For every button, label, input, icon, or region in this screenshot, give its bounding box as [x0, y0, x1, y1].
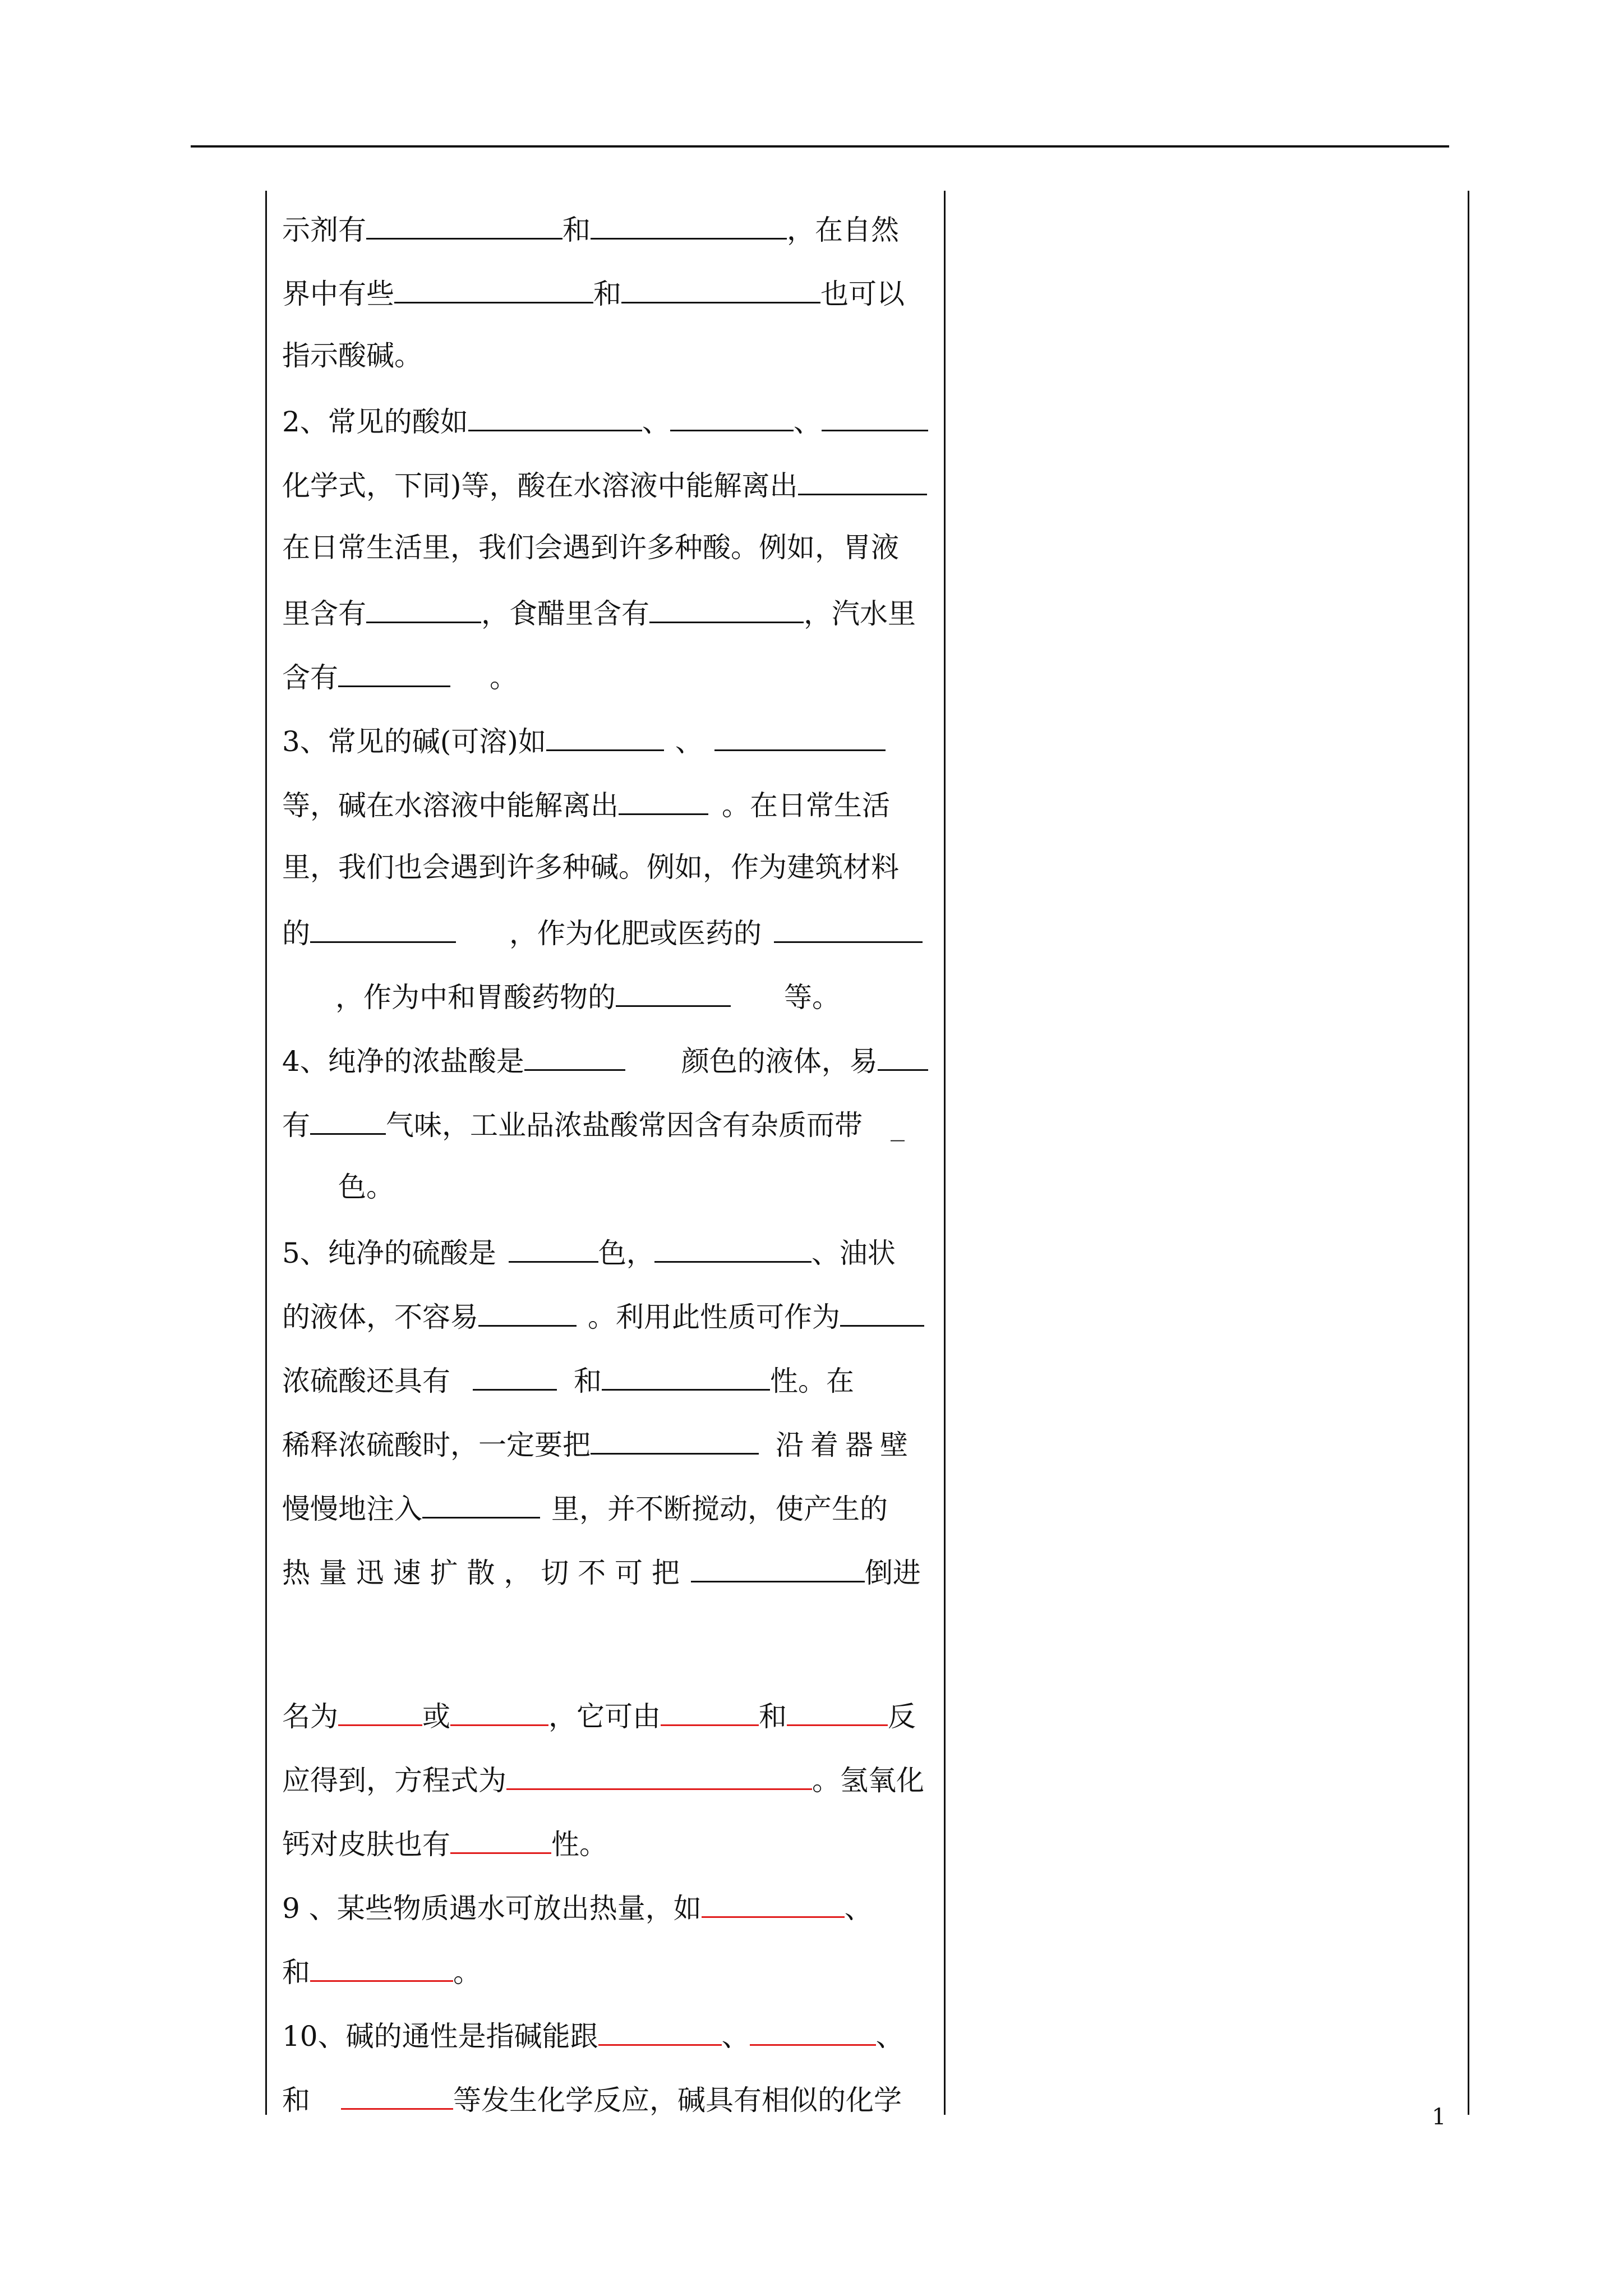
text-segment: 化学式，下同)等，酸在水溶液中能解离出 — [282, 470, 798, 502]
text-line — [338, 1170, 394, 1204]
text-segment: 里，并不断搅动，使产生的 — [551, 1493, 888, 1525]
answer-blank[interactable] — [649, 595, 804, 623]
text-segment: 界中有些 — [282, 278, 394, 310]
text-segment: ，在自然 — [787, 214, 899, 246]
text-line — [282, 2081, 902, 2115]
answer-blank[interactable] — [750, 2017, 876, 2046]
answer-blank[interactable] — [341, 2081, 453, 2110]
text-segment: 和 — [562, 214, 591, 246]
text-segment: 性。 — [551, 1828, 607, 1861]
text-segment: 。氢氧化 — [812, 1764, 924, 1797]
answer-blank[interactable] — [840, 1298, 924, 1327]
text-line — [282, 467, 927, 500]
text-segment: 应得到，方程式为 — [282, 1764, 506, 1797]
answer-blank[interactable] — [524, 1042, 625, 1071]
text-segment: 和 — [282, 1956, 310, 1989]
answer-blank[interactable] — [509, 1234, 598, 1263]
answer-blank[interactable] — [506, 1761, 812, 1790]
text-segment: 反 — [888, 1700, 916, 1733]
text-segment: 或 — [422, 1700, 450, 1733]
text-segment: 示剂有 — [282, 214, 366, 246]
answer-blank[interactable] — [714, 723, 886, 751]
answer-blank[interactable] — [394, 275, 593, 303]
text-segment: _ — [891, 1109, 905, 1142]
text-segment: 、 — [793, 406, 822, 438]
text-segment: 指示酸碱。 — [282, 339, 422, 372]
answer-blank[interactable] — [338, 1697, 422, 1726]
text-segment: ，作为中和胃酸药物的 — [335, 981, 616, 1014]
answer-blank[interactable] — [591, 211, 787, 240]
text-segment: 的 — [282, 917, 310, 950]
text-segment: 钙对皮肤也有 — [282, 1828, 450, 1861]
answer-blank[interactable] — [546, 723, 664, 751]
answer-blank[interactable] — [616, 978, 731, 1007]
answer-blank[interactable] — [310, 914, 456, 943]
right-column-border — [1468, 191, 1469, 2115]
text-segment: 气味，工业品浓盐酸常因含有杂质而带 — [386, 1109, 863, 1142]
text-line — [282, 403, 928, 436]
left-column-border — [265, 191, 267, 2115]
text-segment: 名为 — [282, 1700, 338, 1733]
text-line — [282, 339, 422, 372]
answer-blank[interactable] — [670, 403, 794, 431]
text-segment: 色。 — [338, 1171, 394, 1203]
answer-blank[interactable] — [422, 1490, 540, 1519]
text-segment: 稀释浓硫酸时，一定要把 — [282, 1429, 591, 1461]
text-segment: 等。 — [784, 981, 840, 1014]
text-line — [282, 531, 899, 564]
text-segment: 、 — [675, 725, 703, 758]
text-segment: 含有 — [282, 661, 338, 694]
text-segment: 倒进 — [864, 1557, 921, 1589]
answer-blank[interactable] — [619, 786, 708, 815]
answer-blank[interactable] — [366, 211, 562, 240]
text-segment: 颜色的液体，易 — [681, 1045, 878, 1078]
text-line — [282, 1298, 924, 1332]
text-segment: 10、碱的通性是指碱能跟 — [282, 2020, 598, 2053]
answer-blank[interactable] — [621, 275, 820, 303]
text-segment: 、 — [642, 406, 670, 438]
answer-blank[interactable] — [878, 1042, 928, 1071]
answer-blank[interactable] — [468, 403, 642, 431]
text-line — [282, 1042, 928, 1076]
text-segment: 沿着器壁 — [776, 1429, 915, 1461]
text-line — [282, 1889, 873, 1923]
text-line — [282, 211, 899, 245]
middle-column-border — [944, 191, 946, 2115]
text-line — [282, 786, 890, 820]
text-line — [282, 2017, 904, 2051]
answer-blank[interactable] — [598, 2017, 722, 2046]
answer-blank[interactable] — [774, 914, 923, 943]
text-line — [282, 659, 518, 692]
text-segment: 里，我们也会遇到许多种碱。例如，作为建筑材料 — [282, 851, 899, 884]
answer-blank[interactable] — [366, 595, 481, 623]
text-segment: 、 — [844, 1892, 873, 1925]
answer-blank[interactable] — [822, 403, 928, 431]
answer-blank[interactable] — [702, 1889, 845, 1918]
text-segment: ，作为化肥或医药的 — [509, 917, 762, 950]
text-segment: 慢慢地注入 — [282, 1493, 422, 1525]
text-line — [282, 1362, 854, 1396]
text-segment: 等，碱在水溶液中能解离出 — [282, 789, 619, 822]
text-segment: 的液体，不容易 — [282, 1301, 478, 1333]
answer-blank[interactable] — [798, 467, 927, 495]
text-segment: 和 — [282, 2084, 310, 2116]
text-line — [282, 1106, 905, 1140]
text-segment: 和 — [574, 1365, 602, 1397]
text-segment: 里含有 — [282, 597, 366, 630]
text-segment: 2、常见的酸如 — [282, 406, 468, 438]
text-segment: 。利用此性质可作为 — [588, 1301, 840, 1333]
text-line — [282, 1825, 607, 1859]
answer-blank[interactable] — [478, 1298, 577, 1327]
answer-blank[interactable] — [602, 1362, 770, 1391]
text-segment: 5、纯净的硫酸是 — [282, 1237, 496, 1269]
answer-blank[interactable] — [787, 1697, 888, 1726]
text-line — [282, 850, 899, 884]
answer-blank[interactable] — [310, 1106, 386, 1135]
answer-blank[interactable] — [450, 1697, 548, 1726]
answer-blank[interactable] — [450, 1825, 551, 1854]
text-segment: 浓硫酸还具有 — [282, 1365, 450, 1397]
text-line — [282, 1234, 896, 1268]
text-line — [282, 1697, 916, 1731]
text-line — [282, 914, 923, 948]
answer-blank[interactable] — [591, 1426, 759, 1455]
text-line — [282, 1426, 915, 1460]
text-segment: 、油状 — [811, 1237, 896, 1269]
header-rule — [191, 145, 1449, 148]
text-line — [282, 595, 916, 628]
text-segment: 和 — [593, 278, 621, 310]
text-segment: 。在日常生活 — [722, 789, 890, 822]
text-segment: 、 — [875, 2020, 904, 2053]
text-segment: 也可以 — [820, 278, 905, 310]
text-segment: 热 量 迅 速 扩 散 ， 切 不 可 把 — [282, 1557, 680, 1589]
text-segment: 等发生化学反应，碱具有相似的化学 — [453, 2084, 902, 2116]
text-segment: 。 — [490, 661, 518, 694]
answer-blank[interactable] — [473, 1362, 557, 1391]
text-segment: 在日常生活里，我们会遇到许多种酸。例如，胃液 — [282, 531, 899, 564]
text-line — [282, 723, 886, 756]
page-number: 1 — [1432, 2104, 1446, 2130]
text-line — [282, 1554, 921, 1588]
text-segment: 色， — [598, 1237, 654, 1269]
text-line — [282, 1761, 924, 1795]
text-line — [282, 1490, 888, 1524]
text-segment: 。 — [453, 1956, 481, 1989]
text-segment: 9 、某些物质遇水可放出热量，如 — [282, 1892, 702, 1925]
answer-blank[interactable] — [310, 1953, 453, 1982]
text-segment: 、 — [721, 2020, 750, 2053]
answer-blank[interactable] — [691, 1554, 865, 1582]
answer-blank[interactable] — [654, 1234, 811, 1263]
text-segment: ，食醋里含有 — [481, 597, 649, 630]
text-segment: ，汽水里 — [804, 597, 916, 630]
text-segment: 有 — [282, 1109, 310, 1142]
answer-blank[interactable] — [661, 1697, 759, 1726]
text-line — [335, 978, 840, 1012]
text-line — [282, 275, 905, 309]
text-line — [282, 1953, 481, 1987]
answer-blank[interactable] — [338, 659, 450, 687]
text-segment: 和 — [759, 1700, 787, 1733]
text-segment: 性。在 — [770, 1365, 854, 1397]
text-segment: 4、纯净的浓盐酸是 — [282, 1045, 524, 1078]
text-segment: ，它可由 — [548, 1700, 661, 1733]
text-segment: 3、常见的碱(可溶)如 — [282, 725, 546, 758]
